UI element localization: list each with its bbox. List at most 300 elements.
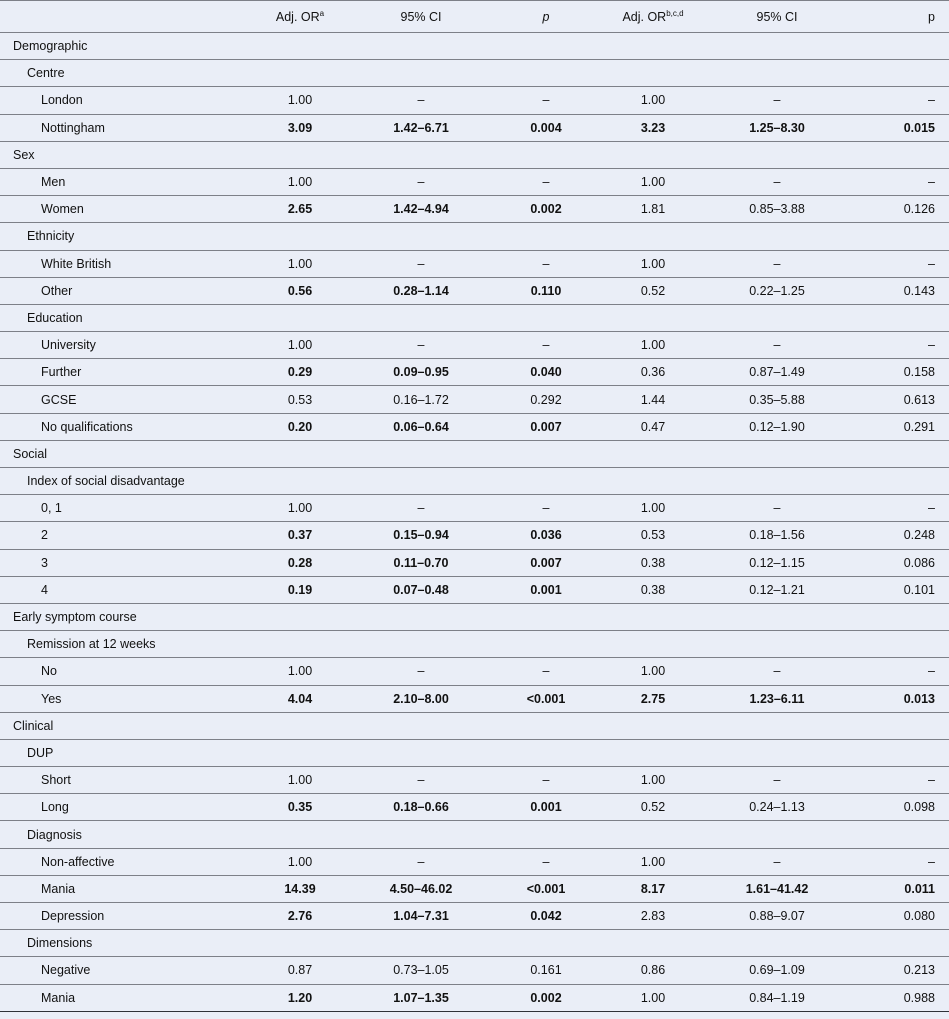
cell-p-1: – <box>492 87 600 114</box>
table-row <box>0 386 949 413</box>
section-header-row <box>0 712 949 739</box>
subsection-header-row <box>0 821 949 848</box>
cell-adj-or-2: 1.00 <box>600 87 706 114</box>
cell-ci-1: 0.15–0.94 <box>350 522 492 549</box>
cell-ci-1: 0.06–0.64 <box>350 413 492 440</box>
cell-adj-or-1: 0.19 <box>250 576 350 603</box>
cell-p-2 <box>848 930 949 957</box>
cell-adj-or-1: 0.20 <box>250 413 350 440</box>
footnote-marker: a <box>319 9 325 18</box>
cell-adj-or-1: 0.35 <box>250 794 350 821</box>
row-label: White British <box>0 250 250 277</box>
table-row <box>0 903 949 930</box>
table-body <box>0 33 949 1012</box>
section-header-row <box>0 603 949 630</box>
cell-p-2 <box>848 141 949 168</box>
cell-adj-or-2: 0.53 <box>600 522 706 549</box>
cell-ci-2: – <box>706 332 848 359</box>
cell-ci-2: 0.69–1.09 <box>706 957 848 984</box>
cell-adj-or-2: 8.17 <box>600 875 706 902</box>
cell-adj-or-1: 0.53 <box>250 386 350 413</box>
cell-p-1: 0.002 <box>492 984 600 1011</box>
table-row <box>0 794 949 821</box>
table-row <box>0 522 949 549</box>
table-row <box>0 277 949 304</box>
subsection-header-row <box>0 739 949 766</box>
cell-p-1 <box>492 141 600 168</box>
header-adj-or-1-label: Adj. OR <box>275 10 320 24</box>
cell-ci-1: 4.50–46.02 <box>350 875 492 902</box>
cell-ci-1: 1.04–7.31 <box>350 903 492 930</box>
cell-p-2: – <box>848 848 949 875</box>
row-label: Mania <box>0 984 250 1011</box>
cell-ci-1: – <box>350 495 492 522</box>
table-row <box>0 359 949 386</box>
row-label: University <box>0 332 250 359</box>
cell-adj-or-1 <box>250 141 350 168</box>
cell-p-2: 0.143 <box>848 277 949 304</box>
cell-ci-2 <box>706 60 848 87</box>
row-label: No qualifications <box>0 413 250 440</box>
cell-ci-2: – <box>706 87 848 114</box>
cell-p-1: – <box>492 767 600 794</box>
cell-p-1: – <box>492 168 600 195</box>
cell-p-1 <box>492 223 600 250</box>
cell-p-1: <0.001 <box>492 875 600 902</box>
cell-p-1: – <box>492 495 600 522</box>
cell-ci-2 <box>706 468 848 495</box>
table-row <box>0 250 949 277</box>
row-label: Short <box>0 767 250 794</box>
cell-p-1: – <box>492 250 600 277</box>
cell-p-1 <box>492 304 600 331</box>
cell-ci-2: 0.84–1.19 <box>706 984 848 1011</box>
subsection-header-row <box>0 223 949 250</box>
cell-ci-2: 0.24–1.13 <box>706 794 848 821</box>
cell-p-2 <box>848 603 949 630</box>
row-label: Negative <box>0 957 250 984</box>
cell-p-2: – <box>848 767 949 794</box>
cell-adj-or-2: 0.38 <box>600 576 706 603</box>
cell-ci-1 <box>350 33 492 60</box>
table-row <box>0 168 949 195</box>
cell-p-2 <box>848 60 949 87</box>
cell-adj-or-1: 1.00 <box>250 250 350 277</box>
row-label: Centre <box>0 60 250 87</box>
cell-ci-1: – <box>350 87 492 114</box>
cell-adj-or-2 <box>600 603 706 630</box>
cell-adj-or-1: 1.00 <box>250 168 350 195</box>
cell-p-1: – <box>492 848 600 875</box>
cell-p-2: – <box>848 495 949 522</box>
cell-p-1: 0.001 <box>492 794 600 821</box>
table-row <box>0 114 949 141</box>
cell-adj-or-2: 1.00 <box>600 168 706 195</box>
table-row <box>0 196 949 223</box>
cell-p-2: – <box>848 168 949 195</box>
cell-adj-or-2: 3.23 <box>600 114 706 141</box>
header-row <box>0 1 949 33</box>
cell-p-2 <box>848 739 949 766</box>
row-label: Dimensions <box>0 930 250 957</box>
cell-p-1 <box>492 821 600 848</box>
cell-ci-1 <box>350 223 492 250</box>
table-header <box>0 1 949 33</box>
cell-adj-or-2 <box>600 712 706 739</box>
row-label: Non-affective <box>0 848 250 875</box>
cell-ci-1: 0.73–1.05 <box>350 957 492 984</box>
cell-ci-1 <box>350 60 492 87</box>
cell-p-1: – <box>492 658 600 685</box>
row-label: Sex <box>0 141 250 168</box>
cell-p-1: 0.040 <box>492 359 600 386</box>
cell-ci-1: 0.09–0.95 <box>350 359 492 386</box>
cell-adj-or-2: 1.00 <box>600 495 706 522</box>
cell-ci-1: 1.42–4.94 <box>350 196 492 223</box>
cell-p-1 <box>492 440 600 467</box>
cell-ci-1: 0.11–0.70 <box>350 549 492 576</box>
cell-p-1: 0.004 <box>492 114 600 141</box>
cell-ci-2 <box>706 33 848 60</box>
cell-adj-or-1: 0.28 <box>250 549 350 576</box>
row-label: 0, 1 <box>0 495 250 522</box>
table-row <box>0 87 949 114</box>
cell-adj-or-2 <box>600 631 706 658</box>
cell-adj-or-1: 2.76 <box>250 903 350 930</box>
cell-ci-2 <box>706 930 848 957</box>
row-label: 2 <box>0 522 250 549</box>
cell-ci-2: – <box>706 168 848 195</box>
cell-p-1: 0.110 <box>492 277 600 304</box>
table-row <box>0 685 949 712</box>
cell-p-1: <0.001 <box>492 685 600 712</box>
cell-ci-2: 0.12–1.15 <box>706 549 848 576</box>
cell-adj-or-2: 1.00 <box>600 332 706 359</box>
cell-adj-or-1 <box>250 603 350 630</box>
cell-ci-2 <box>706 631 848 658</box>
cell-ci-2: – <box>706 658 848 685</box>
cell-adj-or-2: 1.00 <box>600 658 706 685</box>
row-label: Other <box>0 277 250 304</box>
cell-ci-2: – <box>706 250 848 277</box>
cell-adj-or-1 <box>250 930 350 957</box>
cell-adj-or-1: 3.09 <box>250 114 350 141</box>
cell-ci-2: 0.18–1.56 <box>706 522 848 549</box>
section-header-row <box>0 440 949 467</box>
cell-ci-1: – <box>350 250 492 277</box>
cell-adj-or-1 <box>250 631 350 658</box>
cell-ci-2: 0.88–9.07 <box>706 903 848 930</box>
row-label: Long <box>0 794 250 821</box>
cell-ci-2: 0.85–3.88 <box>706 196 848 223</box>
cell-adj-or-2: 1.00 <box>600 848 706 875</box>
cell-p-1: 0.002 <box>492 196 600 223</box>
cell-p-2: 0.291 <box>848 413 949 440</box>
cell-adj-or-2: 1.81 <box>600 196 706 223</box>
cell-p-2: 0.248 <box>848 522 949 549</box>
cell-ci-1: – <box>350 767 492 794</box>
cell-ci-2: 1.61–41.42 <box>706 875 848 902</box>
cell-adj-or-1: 1.00 <box>250 87 350 114</box>
cell-adj-or-2 <box>600 930 706 957</box>
cell-adj-or-1: 14.39 <box>250 875 350 902</box>
cell-adj-or-2: 0.36 <box>600 359 706 386</box>
cell-adj-or-2: 0.86 <box>600 957 706 984</box>
cell-p-2: 0.080 <box>848 903 949 930</box>
cell-p-2 <box>848 631 949 658</box>
row-label: 3 <box>0 549 250 576</box>
cell-adj-or-1 <box>250 304 350 331</box>
cell-p-2: 0.015 <box>848 114 949 141</box>
header-adj-or-2 <box>600 1 706 33</box>
row-label: Men <box>0 168 250 195</box>
cell-ci-2: – <box>706 848 848 875</box>
cell-p-2: 0.086 <box>848 549 949 576</box>
cell-ci-2: 1.23–6.11 <box>706 685 848 712</box>
header-adj-or-2-label: Adj. OR <box>622 10 667 24</box>
table-row <box>0 848 949 875</box>
cell-p-2: 0.126 <box>848 196 949 223</box>
cell-ci-1: 0.07–0.48 <box>350 576 492 603</box>
cell-p-1: 0.036 <box>492 522 600 549</box>
cell-ci-2 <box>706 440 848 467</box>
cell-p-1: 0.007 <box>492 413 600 440</box>
cell-p-2 <box>848 304 949 331</box>
cell-ci-1: – <box>350 848 492 875</box>
cell-ci-1 <box>350 739 492 766</box>
cell-adj-or-2 <box>600 141 706 168</box>
cell-p-1: 0.007 <box>492 549 600 576</box>
cell-ci-2 <box>706 712 848 739</box>
cell-ci-2: 0.35–5.88 <box>706 386 848 413</box>
cell-adj-or-2: 2.75 <box>600 685 706 712</box>
cell-p-1 <box>492 603 600 630</box>
cell-adj-or-2: 0.38 <box>600 549 706 576</box>
cell-ci-1: 1.07–1.35 <box>350 984 492 1011</box>
cell-adj-or-2: 0.52 <box>600 277 706 304</box>
cell-adj-or-2: 2.83 <box>600 903 706 930</box>
cell-ci-2 <box>706 141 848 168</box>
table-row <box>0 957 949 984</box>
cell-adj-or-1: 0.87 <box>250 957 350 984</box>
row-label: London <box>0 87 250 114</box>
cell-p-1: 0.292 <box>492 386 600 413</box>
cell-ci-1: 2.10–8.00 <box>350 685 492 712</box>
row-label: 4 <box>0 576 250 603</box>
subsection-header-row <box>0 631 949 658</box>
cell-p-2 <box>848 468 949 495</box>
cell-p-2: 0.013 <box>848 685 949 712</box>
cell-p-2 <box>848 440 949 467</box>
cell-ci-2 <box>706 739 848 766</box>
cell-ci-2: 0.22–1.25 <box>706 277 848 304</box>
cell-adj-or-1 <box>250 33 350 60</box>
table-row <box>0 984 949 1011</box>
cell-adj-or-1: 1.00 <box>250 767 350 794</box>
cell-p-2 <box>848 223 949 250</box>
cell-adj-or-1: 0.29 <box>250 359 350 386</box>
cell-adj-or-2 <box>600 33 706 60</box>
row-label: Demographic <box>0 33 250 60</box>
cell-adj-or-1 <box>250 223 350 250</box>
cell-adj-or-1 <box>250 712 350 739</box>
cell-adj-or-2: 1.00 <box>600 767 706 794</box>
cell-p-2 <box>848 712 949 739</box>
row-label: Remission at 12 weeks <box>0 631 250 658</box>
header-blank <box>0 1 250 33</box>
cell-ci-1 <box>350 440 492 467</box>
cell-p-2: 0.158 <box>848 359 949 386</box>
cell-p-2: 0.101 <box>848 576 949 603</box>
cell-ci-2: 0.87–1.49 <box>706 359 848 386</box>
cell-p-2: 0.011 <box>848 875 949 902</box>
row-label: Further <box>0 359 250 386</box>
table-row <box>0 576 949 603</box>
cell-p-2 <box>848 821 949 848</box>
row-label: Nottingham <box>0 114 250 141</box>
cell-ci-2 <box>706 603 848 630</box>
cell-ci-1 <box>350 712 492 739</box>
cell-adj-or-1 <box>250 440 350 467</box>
cell-ci-1 <box>350 821 492 848</box>
subsection-header-row <box>0 468 949 495</box>
cell-adj-or-1: 2.65 <box>250 196 350 223</box>
subsection-header-row <box>0 930 949 957</box>
cell-p-1 <box>492 930 600 957</box>
table-row <box>0 495 949 522</box>
cell-p-1 <box>492 468 600 495</box>
cell-adj-or-1: 0.56 <box>250 277 350 304</box>
cell-adj-or-1: 1.00 <box>250 495 350 522</box>
cell-adj-or-1: 1.00 <box>250 848 350 875</box>
table-row <box>0 332 949 359</box>
cell-ci-2 <box>706 304 848 331</box>
cell-adj-or-2 <box>600 739 706 766</box>
cell-p-2: – <box>848 87 949 114</box>
cell-ci-1: 0.28–1.14 <box>350 277 492 304</box>
cell-adj-or-1 <box>250 60 350 87</box>
cell-p-1: 0.161 <box>492 957 600 984</box>
cell-ci-2: – <box>706 767 848 794</box>
cell-p-1: 0.042 <box>492 903 600 930</box>
cell-p-2: 0.988 <box>848 984 949 1011</box>
row-label: Women <box>0 196 250 223</box>
cell-p-1 <box>492 631 600 658</box>
cell-p-2: – <box>848 332 949 359</box>
cell-adj-or-2 <box>600 223 706 250</box>
row-label: GCSE <box>0 386 250 413</box>
table-row <box>0 413 949 440</box>
cell-ci-1: 0.16–1.72 <box>350 386 492 413</box>
cell-adj-or-1 <box>250 739 350 766</box>
cell-ci-2: – <box>706 495 848 522</box>
header-p-2: p <box>848 1 949 33</box>
cell-adj-or-2: 1.00 <box>600 984 706 1011</box>
cell-ci-1 <box>350 930 492 957</box>
cell-ci-1: – <box>350 658 492 685</box>
cell-p-1 <box>492 33 600 60</box>
cell-ci-2: 0.12–1.90 <box>706 413 848 440</box>
cell-adj-or-2: 1.00 <box>600 250 706 277</box>
cell-adj-or-1 <box>250 468 350 495</box>
section-header-row <box>0 141 949 168</box>
cell-ci-2 <box>706 223 848 250</box>
footnote-marker: b,c,d <box>666 9 684 18</box>
row-label: Mania <box>0 875 250 902</box>
row-label: Social <box>0 440 250 467</box>
cell-p-2: 0.613 <box>848 386 949 413</box>
row-label: No <box>0 658 250 685</box>
header-adj-or-1 <box>250 1 350 33</box>
header-p-1: p <box>492 1 600 33</box>
table-row <box>0 658 949 685</box>
cell-ci-1 <box>350 141 492 168</box>
cell-adj-or-1: 1.00 <box>250 332 350 359</box>
header-ci-2: 95% CI <box>706 1 848 33</box>
cell-ci-2 <box>706 821 848 848</box>
cell-p-2: 0.213 <box>848 957 949 984</box>
cell-adj-or-1: 1.20 <box>250 984 350 1011</box>
cell-adj-or-1: 1.00 <box>250 658 350 685</box>
cell-p-1: 0.001 <box>492 576 600 603</box>
cell-ci-1: 0.18–0.66 <box>350 794 492 821</box>
row-label: Education <box>0 304 250 331</box>
cell-adj-or-1: 0.37 <box>250 522 350 549</box>
row-label: Early symptom course <box>0 603 250 630</box>
table-row <box>0 549 949 576</box>
table-row <box>0 767 949 794</box>
cell-p-1 <box>492 60 600 87</box>
cell-adj-or-2: 1.44 <box>600 386 706 413</box>
subsection-header-row <box>0 304 949 331</box>
row-label: DUP <box>0 739 250 766</box>
section-header-row <box>0 33 949 60</box>
row-label: Yes <box>0 685 250 712</box>
cell-p-1 <box>492 739 600 766</box>
cell-ci-1: – <box>350 332 492 359</box>
cell-adj-or-2 <box>600 304 706 331</box>
cell-p-1: – <box>492 332 600 359</box>
cell-p-2: – <box>848 658 949 685</box>
cell-ci-2: 1.25–8.30 <box>706 114 848 141</box>
row-label: Depression <box>0 903 250 930</box>
cell-p-1 <box>492 712 600 739</box>
cell-ci-1 <box>350 468 492 495</box>
header-ci-1: 95% CI <box>350 1 492 33</box>
cell-adj-or-2 <box>600 821 706 848</box>
table-row <box>0 875 949 902</box>
cell-ci-1: – <box>350 168 492 195</box>
cell-adj-or-2 <box>600 468 706 495</box>
cell-p-2 <box>848 33 949 60</box>
cell-ci-1 <box>350 631 492 658</box>
row-label: Ethnicity <box>0 223 250 250</box>
cell-ci-1: 1.42–6.71 <box>350 114 492 141</box>
cell-p-2: 0.098 <box>848 794 949 821</box>
cell-ci-1 <box>350 603 492 630</box>
cell-adj-or-1: 4.04 <box>250 685 350 712</box>
row-label: Clinical <box>0 712 250 739</box>
cell-adj-or-2 <box>600 60 706 87</box>
cell-adj-or-2: 0.47 <box>600 413 706 440</box>
row-label: Diagnosis <box>0 821 250 848</box>
cell-adj-or-2 <box>600 440 706 467</box>
cell-ci-2: 0.12–1.21 <box>706 576 848 603</box>
cell-p-2: – <box>848 250 949 277</box>
cell-adj-or-1 <box>250 821 350 848</box>
cell-adj-or-2: 0.52 <box>600 794 706 821</box>
subsection-header-row <box>0 60 949 87</box>
